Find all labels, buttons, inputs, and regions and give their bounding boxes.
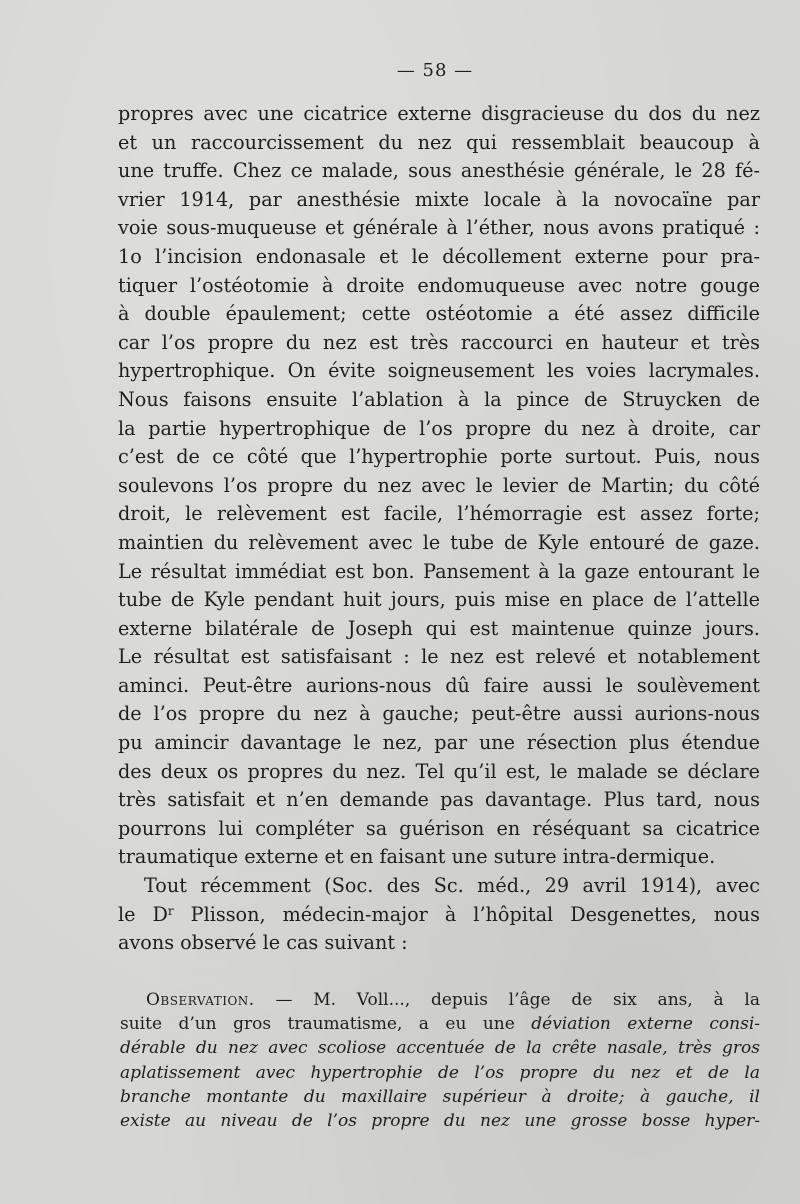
- observation-line: branche montante du maxillaire supérieur à droite; à gauche, il: [120, 1086, 760, 1107]
- paragraph-line: des deux os propres du nez. Tel qu’il est, le malade se déclare: [118, 759, 760, 783]
- observation-line: [120, 988, 760, 1012]
- paragraph-line: vrier 1914, par anesthésie mixte locale à la novocaïne par: [118, 187, 760, 211]
- observation-line: dérable du nez avec scoliose accentuée de la crête nasale, très gros: [120, 1038, 760, 1059]
- paragraph-line: une truffe. Chez ce malade, sous anesthésie générale, le 28 fé-: [118, 159, 760, 183]
- paragraph-line: la partie hypertrophique de l’os propre du nez à droite, car: [118, 416, 760, 440]
- paragraph-line: 1o l’incision endonasale et le décollement externe pour pra-: [118, 244, 760, 268]
- paragraph-line: avons observé le cas suivant :: [118, 931, 408, 955]
- paragraph-line: et un raccourcissement du nez qui ressemblait beaucoup à: [118, 130, 760, 154]
- paragraph-line: Tout récemment (Soc. des Sc. méd., 29 avril 1914), avec: [144, 874, 760, 898]
- italic-run: déviation externe consi-: [531, 1014, 760, 1035]
- paragraph-line: Le résultat immédiat est bon. Pansement à la gaze entourant le: [118, 559, 760, 583]
- paragraph-line: voie sous-muqueuse et générale à l’éther, nous avons pratiqué :: [118, 216, 760, 240]
- observation-block: [120, 988, 760, 1133]
- main-text: [118, 100, 760, 958]
- paragraph-line: Nous faisons ensuite l’ablation à la pince de Struycken de: [118, 387, 760, 411]
- paragraph-line: soulevons l’os propre du nez avec le levier de Martin; du côté: [118, 473, 760, 497]
- paragraph-line: c’est de ce côté que l’hypertrophie porte surtout. Puis, nous: [118, 445, 760, 469]
- paragraph-line: externe bilatérale de Joseph qui est maintenue quinze jours.: [118, 616, 760, 640]
- page-number: — 58 —: [396, 60, 474, 81]
- paragraph-line: pourrons lui compléter sa guérison en réséquant sa cicatrice: [118, 816, 760, 840]
- paragraph-line: aminci. Peut-être aurions-nous dû faire aussi le soulèvement: [118, 673, 760, 697]
- paragraph-line: propres avec une cicatrice externe disgracieuse du dos du nez: [118, 102, 760, 125]
- paragraph-line: Le résultat est satisfaisant : le nez est relevé et notablement: [118, 645, 760, 669]
- observation-line: [120, 1012, 760, 1036]
- paragraph-line: traumatique externe et en faisant une suture intra-dermique.: [118, 845, 716, 869]
- text-run: Plisson, médecin-major à l’hôpital Desgenettes, nous: [173, 902, 760, 926]
- paragraph-line: maintien du relèvement avec le tube de Kyle entouré de gaze.: [118, 530, 760, 554]
- text-run: — M. Voll..., depuis l’âge de six ans, à la: [254, 990, 760, 1010]
- text-run: suite d’un gros traumatisme, a eu une: [120, 1014, 532, 1035]
- paragraph-line: droit, le relèvement est facile, l’hémorragie est assez forte;: [118, 502, 760, 526]
- observation-line: existe au niveau de l’os propre du nez une grosse bosse hyper-: [120, 1111, 760, 1132]
- superscript: r: [167, 903, 174, 918]
- text-run: le D: [118, 902, 168, 926]
- paragraph-line: très satisfait et n’en demande pas davantage. Plus tard, nous: [118, 788, 760, 812]
- paragraph-line: car l’os propre du nez est très raccourci en hauteur et très: [118, 330, 760, 354]
- paragraph-line: pu amincir davantage le nez, par une résection plus étendue: [118, 731, 760, 755]
- paragraph-line: hypertrophique. On évite soigneusement les voies lacrymales.: [118, 359, 760, 383]
- paragraph-line: tube de Kyle pendant huit jours, puis mise en place de l’attelle: [118, 588, 760, 612]
- observation-heading: Observation.: [146, 990, 255, 1010]
- paragraph-line: [118, 901, 760, 930]
- paragraph-line: tiquer l’ostéotomie à droite endomuqueuse avec notre gouge: [118, 273, 760, 297]
- paragraph-line: de l’os propre du nez à gauche; peut-être aussi aurions-nous: [118, 702, 760, 726]
- observation-line: aplatissement avec hypertrophie de l’os propre du nez et de la: [120, 1062, 760, 1083]
- paragraph-line: à double épaulement; cette ostéotomie a été assez difficile: [118, 302, 760, 326]
